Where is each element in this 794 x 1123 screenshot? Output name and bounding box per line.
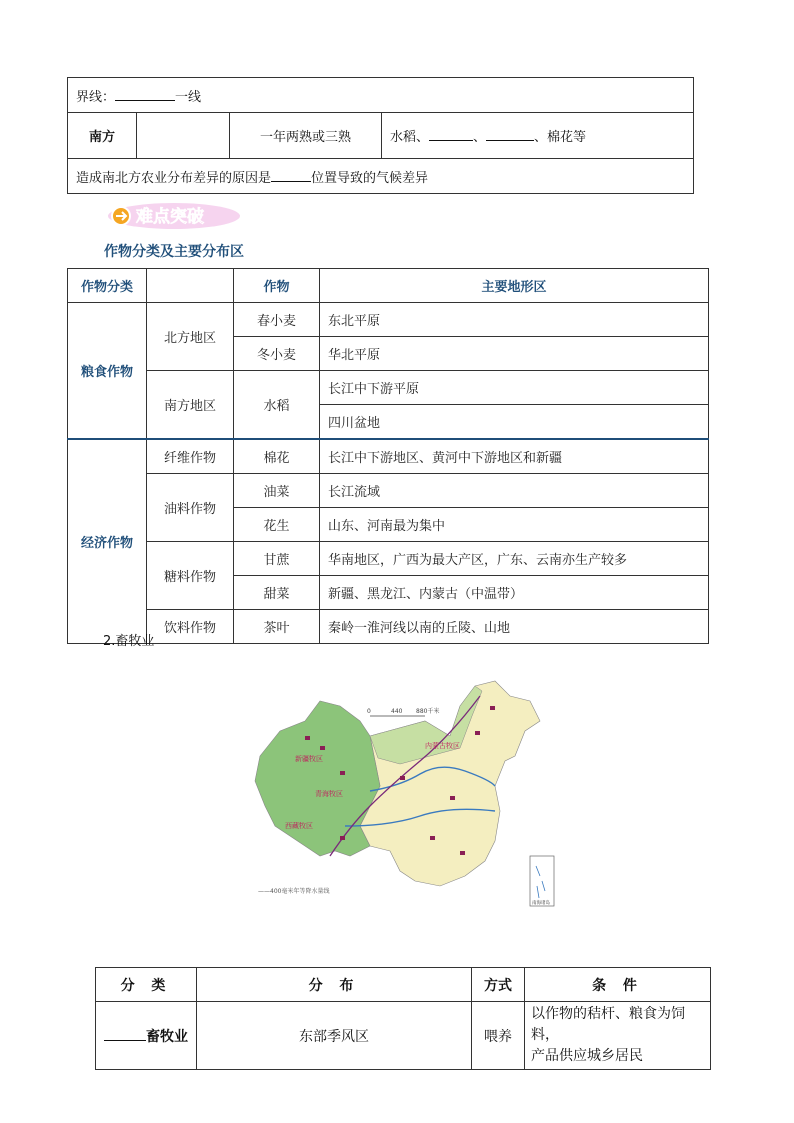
header-distribution: 分 布 [197,968,472,1002]
north-region: 北方地区 [147,303,234,371]
south-crops-cell [382,113,694,159]
header-region: 主要地形区 [320,269,709,303]
crop-blank-2[interactable] [486,128,534,141]
grain-crops-label: 粮食作物 [68,303,147,440]
livestock-marker-icon [305,736,310,740]
livestock-marker-icon [475,731,480,735]
livestock-marker-icon [340,771,345,775]
condition-line-1: 以作物的秸杆、粮食为饲料， [531,1006,685,1043]
label-qinghai: 青海牧区 [315,790,343,798]
crop-distribution-table [67,268,709,644]
boundary-suffix: 一线 [175,89,202,105]
header-empty [147,269,234,303]
region-cotton: 长江中下游地区、黄河中下游地区和新疆 [320,439,709,474]
livestock-marker-icon [320,746,325,750]
livestock-marker-icon [430,836,435,840]
cause-blank[interactable] [271,169,311,182]
scale-end: 880千米 [416,708,440,715]
farmland-area [360,681,540,886]
label-tibet: 西藏牧区 [285,822,313,830]
crop-rice: 水稻 [234,371,320,440]
map-legend: ——400毫米年等降水量线 [258,888,330,895]
region-tea: 秦岭一淮河线以南的丘陵、山地 [320,610,709,644]
crop-rapeseed: 油菜 [234,474,320,508]
crop-peanut: 花生 [234,508,320,542]
sugar-crops: 糖料作物 [147,542,234,610]
region-northeast: 东北平原 [320,303,709,337]
boundary-blank[interactable] [115,88,175,101]
livestock-type-cell [96,1002,197,1070]
south-label: 南方 [68,113,137,159]
livestock-marker-icon [460,851,465,855]
pasture-area [255,701,380,856]
region-rapeseed: 长江流域 [320,474,709,508]
livestock-marker-icon [450,796,455,800]
livestock-table [95,967,711,1070]
region-sichuan: 四川盆地 [320,405,709,440]
condition-cell [525,1002,711,1070]
inset-label: 南海诸岛 [532,901,550,906]
label-inner-mongolia: 内蒙古牧区 [425,742,460,750]
crop-cotton: 棉花 [234,439,320,474]
banner-difficulty [104,200,244,232]
distribution-cell: 东部季风区 [197,1002,472,1070]
oil-crops: 油料作物 [147,474,234,542]
header-crop: 作物 [234,269,320,303]
fiber-crops: 纤维作物 [147,439,234,474]
mode-cell: 喂养 [472,1002,525,1070]
boundary-prefix: 界线： [76,89,116,105]
header-condition: 条 件 [525,968,711,1002]
boundary-cell [68,78,694,113]
crop-beet: 甜菜 [234,576,320,610]
livestock-marker-icon [400,776,405,780]
crops-sep: 、 [473,130,487,145]
livestock-marker-icon [340,836,345,840]
region-northchina: 华北平原 [320,337,709,371]
header-category: 作物分类 [68,269,147,303]
crop-winter-wheat: 冬小麦 [234,337,320,371]
label-xinjiang: 新疆牧区 [295,755,323,763]
south-crops-prefix: 水稻、 [390,130,430,145]
crop-tea: 茶叶 [234,610,320,644]
condition-line-2: 产品供应城乡居民 [531,1048,643,1064]
south-harvest: 一年两熟或三熟 [230,113,382,159]
section-livestock-heading: 2.畜牧业 [103,634,155,649]
scale-mid: 440 [391,708,403,715]
south-blank-cell[interactable] [137,113,230,159]
crop-blank-1[interactable] [429,128,473,141]
cause-suffix: 位置导致的气候差异 [311,170,429,186]
region-peanut: 山东、河南最为集中 [320,508,709,542]
banner-text: 难点突破 [136,207,204,227]
section-subheading: 作物分类及主要分布区 [104,244,244,260]
crop-spring-wheat: 春小麦 [234,303,320,337]
beverage-crops: 饮料作物 [147,610,234,644]
region-beet: 新疆、黑龙江、内蒙古（中温带） [320,576,709,610]
scale-zero: 0 [367,708,371,715]
cause-prefix: 造成南北方农业分布差异的原因是 [76,170,272,186]
type-suffix: 畜牧业 [146,1028,188,1045]
economic-crops-label: 经济作物 [68,439,147,644]
cause-cell [68,159,694,194]
south-region: 南方地区 [147,371,234,440]
crop-sugarcane: 甘蔗 [234,542,320,576]
type-blank[interactable] [104,1028,146,1041]
north-south-agriculture-table [67,77,694,194]
crops-suffix: 、棉花等 [534,130,587,145]
header-type: 分 类 [96,968,197,1002]
region-sugarcane: 华南地区，广西为最大产区，广东、云南亦生产较多 [320,542,709,576]
header-mode: 方式 [472,968,525,1002]
livestock-marker-icon [490,706,495,710]
region-yangtze-plain: 长江中下游平原 [320,371,709,405]
